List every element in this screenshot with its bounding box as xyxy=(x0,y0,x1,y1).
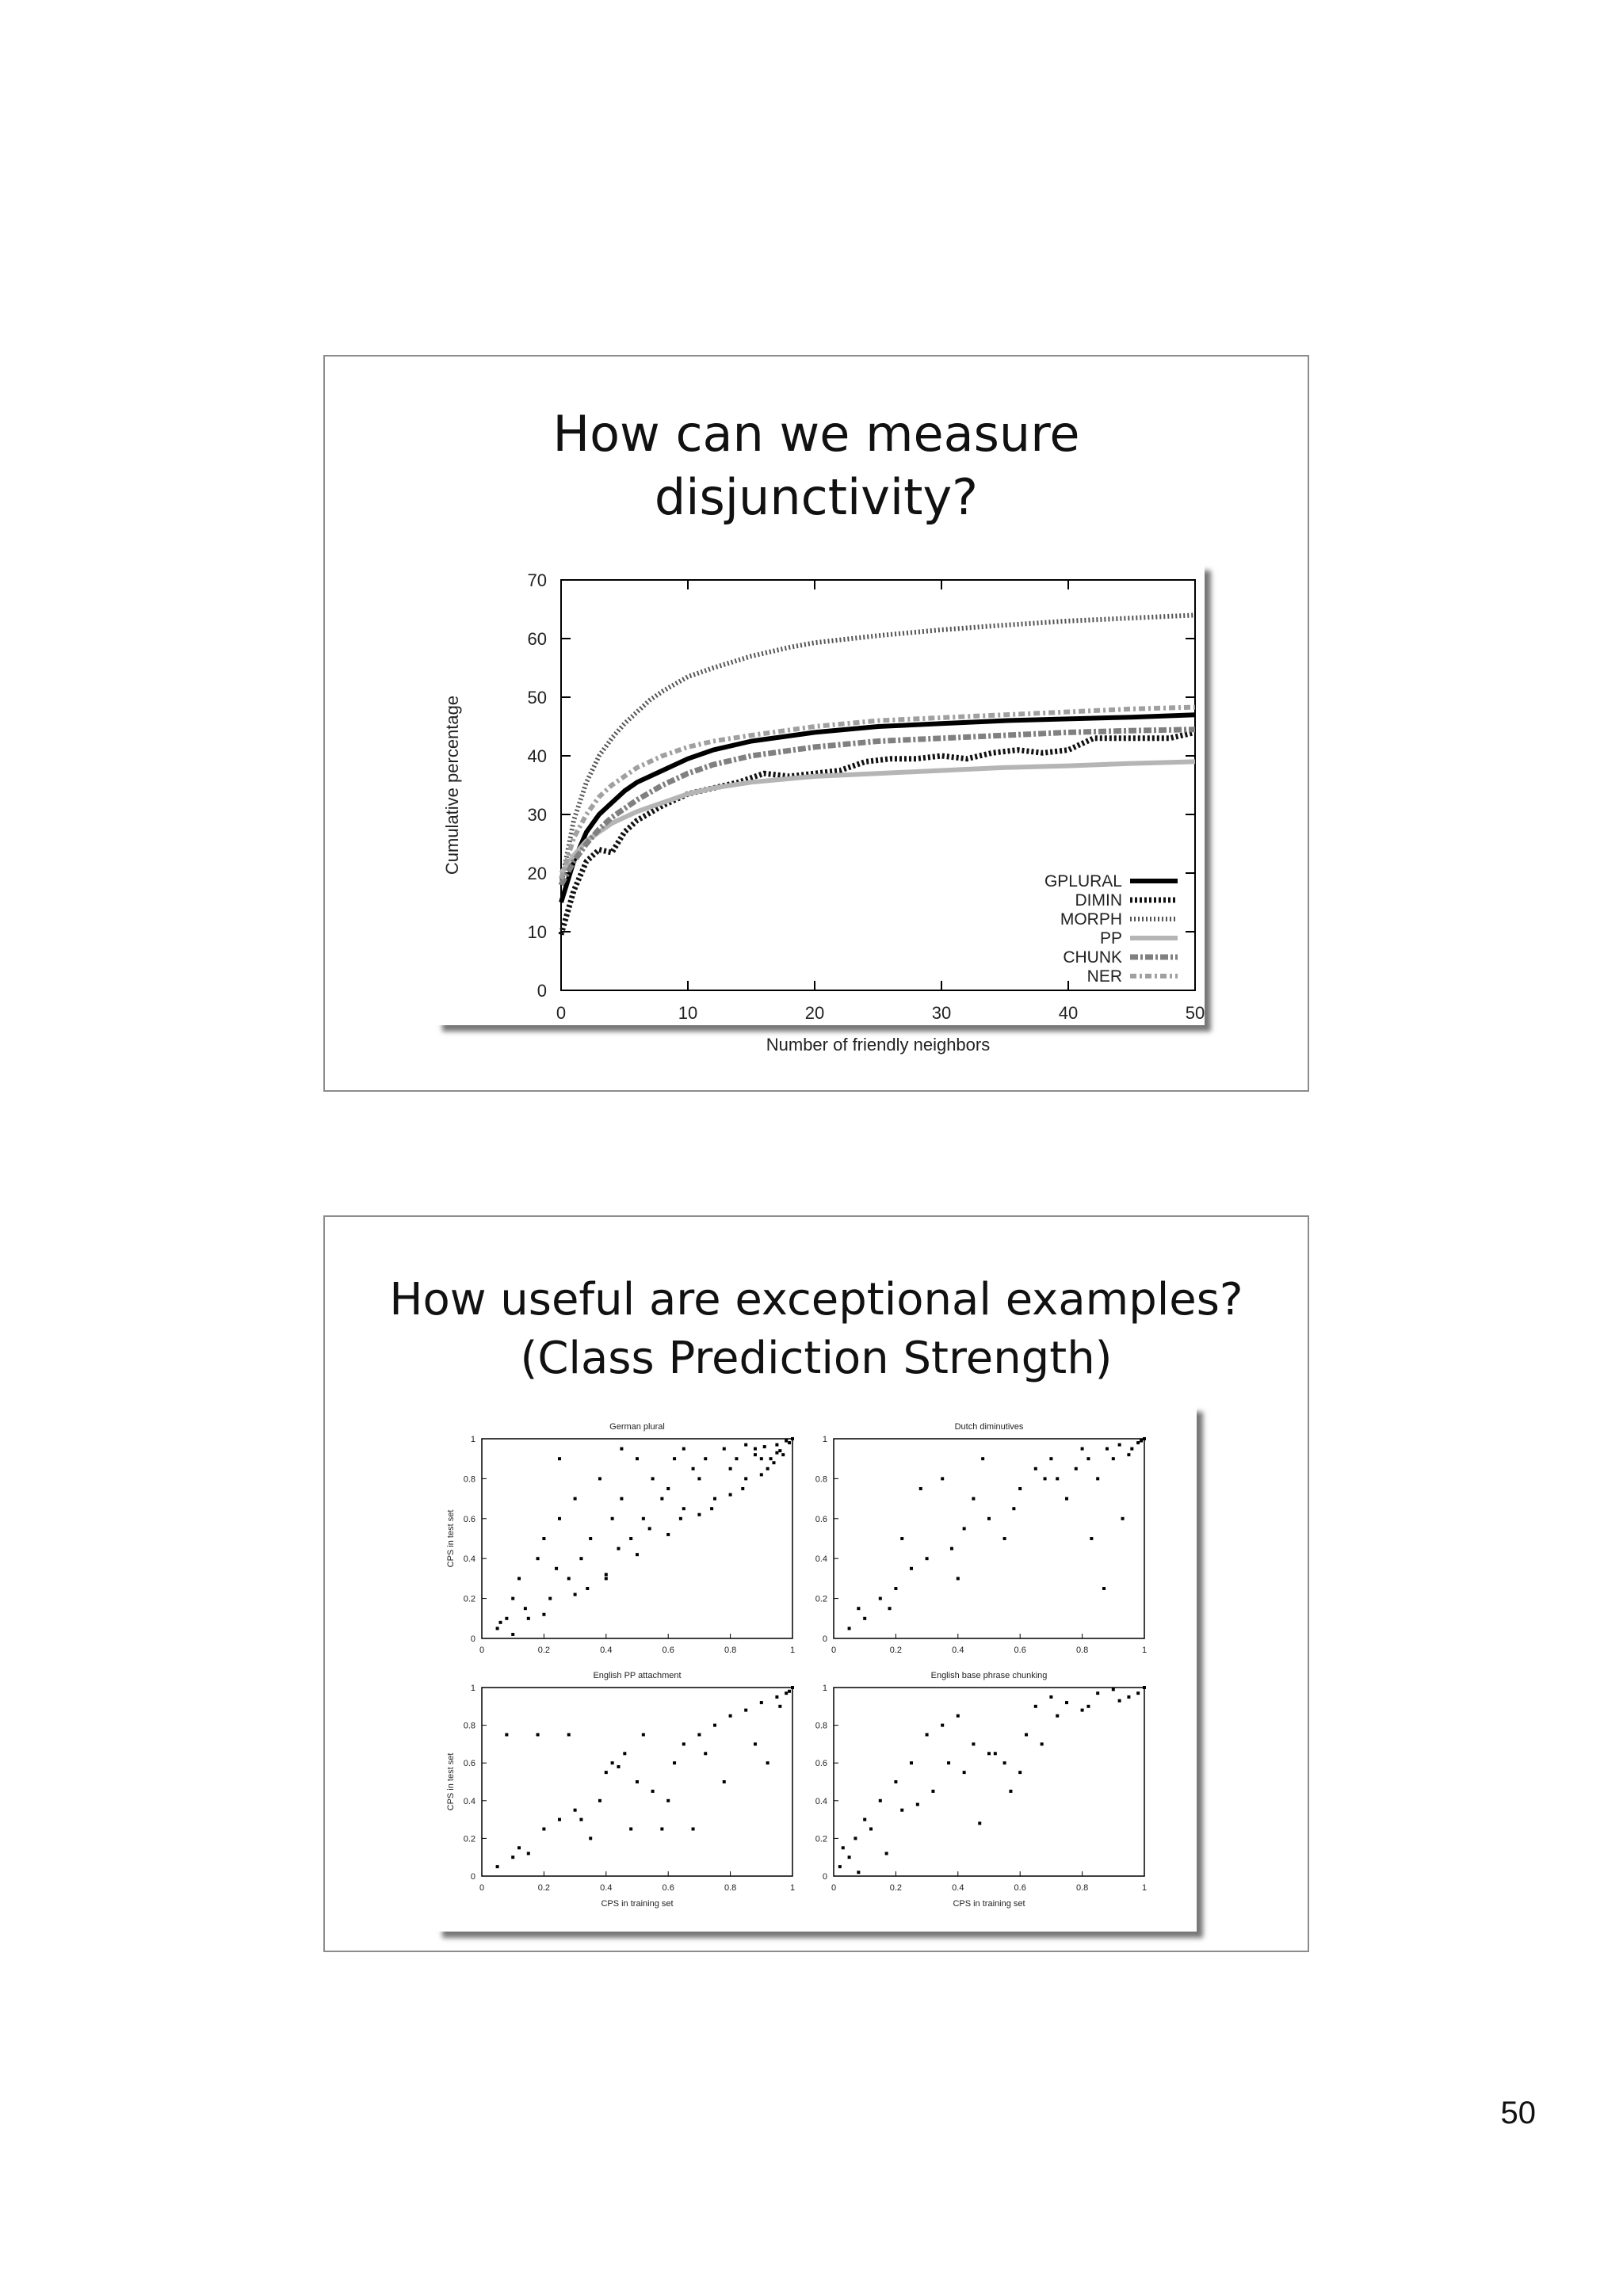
scatter-point xyxy=(910,1761,913,1764)
scatter-point xyxy=(1112,1688,1115,1691)
y-tick-label-0: 0 xyxy=(822,1634,827,1644)
scatter-point xyxy=(957,1714,960,1718)
scatter-point xyxy=(605,1577,608,1580)
scatter-point xyxy=(1065,1701,1068,1704)
slide-title xyxy=(325,1271,1308,1388)
x-tick-label-0: 0 xyxy=(479,1646,485,1655)
y-axis-label: CPS in test set xyxy=(446,1753,456,1811)
scatter-point xyxy=(620,1497,623,1501)
scatter-point xyxy=(879,1597,882,1600)
scatter-point xyxy=(710,1507,713,1510)
x-tick-label-3: 0.6 xyxy=(1014,1883,1026,1893)
scatter-point xyxy=(704,1457,707,1460)
x-tick-label-3: 30 xyxy=(931,1003,952,1023)
legend-label-dimin: DIMIN xyxy=(1075,891,1122,910)
scatter-point xyxy=(754,1453,757,1456)
y-tick-label-2: 0.4 xyxy=(815,1796,827,1806)
scatter-point xyxy=(499,1621,502,1624)
scatter-point xyxy=(673,1761,676,1764)
scatter-grid-figure xyxy=(436,1405,1197,1932)
scatter-point xyxy=(1044,1477,1047,1480)
x-tick-label-2: 0.4 xyxy=(600,1646,613,1655)
x-tick-label-4: 0.8 xyxy=(724,1883,737,1893)
scatter-point xyxy=(863,1818,866,1821)
title-line-1: How can we measure xyxy=(552,405,1080,463)
scatter-point xyxy=(496,1627,499,1630)
scatter-point xyxy=(666,1533,670,1536)
scatter-point xyxy=(763,1445,766,1448)
scatter-point xyxy=(766,1761,769,1764)
scatter-point xyxy=(1075,1467,1078,1470)
scatter-point xyxy=(1121,1517,1125,1520)
scatter-point xyxy=(735,1457,738,1460)
y-tick-label-3: 0.6 xyxy=(815,1759,827,1769)
scatter-point xyxy=(972,1742,975,1745)
scatter-point xyxy=(1034,1467,1037,1470)
scatter-point xyxy=(760,1473,763,1476)
scatter-point xyxy=(848,1855,851,1859)
scatter-grid xyxy=(436,1405,1197,1932)
scatter-point xyxy=(1090,1537,1093,1540)
x-tick-label-3: 0.6 xyxy=(662,1883,674,1893)
scatter-point xyxy=(617,1547,620,1550)
scatter-point xyxy=(900,1537,903,1540)
y-tick-label-1: 0.2 xyxy=(463,1834,475,1844)
scatter-point xyxy=(1003,1761,1006,1764)
scatter-point xyxy=(919,1487,922,1490)
scatter-point xyxy=(857,1607,860,1610)
scatter-point xyxy=(950,1547,953,1550)
scatter-point xyxy=(848,1627,851,1630)
scatter-point xyxy=(1056,1714,1059,1718)
x-tick-label-4: 0.8 xyxy=(1075,1883,1089,1893)
scatter-point xyxy=(629,1828,632,1831)
scatter-point xyxy=(791,1437,794,1440)
scatter-point xyxy=(586,1587,589,1590)
slide-class-prediction-strength xyxy=(323,1215,1309,1952)
scatter-point xyxy=(555,1567,558,1570)
scatter-point xyxy=(854,1836,857,1840)
y-tick-label-2: 0.4 xyxy=(815,1554,827,1565)
x-tick-label-3: 0.6 xyxy=(1014,1646,1026,1655)
scatter-point xyxy=(1018,1487,1022,1490)
scatter-point xyxy=(1056,1477,1059,1480)
scatter-point xyxy=(567,1733,571,1737)
scatter-point xyxy=(1025,1733,1028,1737)
scatter-point xyxy=(1136,1691,1140,1695)
x-tick-label-2: 20 xyxy=(804,1003,825,1023)
x-tick-label-4: 40 xyxy=(1058,1003,1079,1023)
scatter-point xyxy=(894,1780,897,1783)
scatter-point xyxy=(869,1828,873,1831)
scatter-point xyxy=(511,1855,514,1859)
scatter-point xyxy=(605,1771,608,1774)
x-tick-label-1: 0.2 xyxy=(537,1883,551,1893)
x-tick-label-5: 1 xyxy=(1141,1883,1148,1893)
x-tick-label-2: 0.4 xyxy=(952,1883,964,1893)
scatter-point xyxy=(963,1771,966,1774)
scatter-point xyxy=(1034,1705,1037,1708)
scatter-point xyxy=(636,1457,639,1460)
scatter-point xyxy=(723,1447,726,1451)
scatter-panel-3 xyxy=(446,1671,795,1909)
page-number: 50 xyxy=(1500,2096,1536,2130)
scatter-point xyxy=(579,1557,582,1560)
y-tick-label-1: 0.2 xyxy=(815,1834,827,1844)
x-tick-label-0: 0 xyxy=(831,1646,837,1655)
y-tick-label-6: 60 xyxy=(527,629,547,649)
scatter-point xyxy=(558,1457,561,1460)
scatter-point xyxy=(598,1799,601,1802)
scatter-point xyxy=(589,1836,592,1840)
scatter-point xyxy=(1118,1444,1121,1447)
scatter-point xyxy=(1081,1709,1084,1712)
y-tick-label-0: 0 xyxy=(822,1872,827,1882)
panel-title: English PP attachment xyxy=(593,1671,682,1680)
x-tick-label-5: 50 xyxy=(1185,1003,1205,1023)
scatter-point xyxy=(636,1780,639,1783)
scatter-point xyxy=(888,1607,892,1610)
scatter-point xyxy=(574,1497,577,1501)
scatter-point xyxy=(574,1593,577,1596)
scatter-point xyxy=(623,1752,626,1755)
scatter-point xyxy=(673,1457,676,1460)
x-tick-label-1: 0.2 xyxy=(537,1646,551,1655)
scatter-point xyxy=(1136,1441,1140,1444)
scatter-point xyxy=(636,1553,639,1556)
y-tick-label-5: 50 xyxy=(527,688,547,707)
scatter-point xyxy=(1118,1699,1121,1703)
scatter-point xyxy=(660,1497,663,1501)
scatter-point xyxy=(987,1752,991,1755)
scatter-point xyxy=(505,1617,508,1620)
scatter-point xyxy=(1143,1437,1146,1440)
scatter-point xyxy=(511,1633,514,1636)
scatter-point xyxy=(682,1742,685,1745)
x-tick-label-1: 0.2 xyxy=(889,1646,903,1655)
scatter-point xyxy=(994,1752,997,1755)
scatter-point xyxy=(697,1477,701,1480)
scatter-point xyxy=(1081,1447,1084,1451)
y-tick-label-3: 0.6 xyxy=(463,1514,475,1524)
scatter-point xyxy=(926,1733,929,1737)
scatter-point xyxy=(754,1742,757,1745)
scatter-point xyxy=(885,1852,888,1855)
scatter-point xyxy=(524,1607,527,1610)
scatter-point xyxy=(527,1852,530,1855)
y-tick-label-5: 1 xyxy=(470,1435,475,1444)
scatter-point xyxy=(947,1761,950,1764)
scatter-point xyxy=(1143,1686,1146,1689)
scatter-point xyxy=(679,1517,682,1520)
scatter-point xyxy=(548,1597,552,1600)
scatter-point xyxy=(651,1790,655,1793)
scatter-point xyxy=(931,1790,934,1793)
scatter-point xyxy=(620,1447,623,1451)
scatter-point xyxy=(963,1527,966,1530)
scatter-point xyxy=(744,1444,747,1447)
scatter-point xyxy=(916,1803,919,1806)
x-tick-label-0: 0 xyxy=(479,1883,485,1893)
scatter-point xyxy=(785,1691,788,1695)
scatter-point xyxy=(537,1557,540,1560)
series-line-morph xyxy=(561,615,1195,884)
scatter-point xyxy=(1049,1457,1052,1460)
scatter-point xyxy=(567,1577,571,1580)
x-axis-label: Number of friendly neighbors xyxy=(766,1035,991,1055)
scatter-point xyxy=(542,1613,545,1616)
scatter-point xyxy=(1049,1695,1052,1699)
scatter-point xyxy=(660,1828,663,1831)
scatter-point xyxy=(642,1517,645,1520)
scatter-point xyxy=(978,1821,981,1825)
scatter-point xyxy=(957,1577,960,1580)
scatter-point xyxy=(1127,1453,1130,1456)
scatter-point xyxy=(611,1761,614,1764)
scatter-point xyxy=(629,1537,632,1540)
y-tick-label-3: 0.6 xyxy=(463,1759,475,1769)
scatter-point xyxy=(781,1453,785,1456)
scatter-point xyxy=(1012,1507,1015,1510)
scatter-point xyxy=(900,1809,903,1812)
scatter-point xyxy=(697,1513,701,1516)
scatter-point xyxy=(1096,1691,1099,1695)
scatter-point xyxy=(775,1695,778,1699)
scatter-point xyxy=(754,1447,757,1451)
y-tick-label-4: 0.8 xyxy=(815,1474,827,1485)
x-axis-label: CPS in training set xyxy=(601,1899,674,1909)
title-line-2: (Class Prediction Strength) xyxy=(520,1333,1113,1384)
slide-disjunctivity xyxy=(323,355,1309,1092)
scatter-point xyxy=(666,1487,670,1490)
scatter-point xyxy=(760,1701,763,1704)
scatter-point xyxy=(910,1567,913,1570)
scatter-point xyxy=(598,1477,601,1480)
scatter-point xyxy=(697,1733,701,1737)
y-tick-label-4: 0.8 xyxy=(815,1721,827,1731)
panel-title: German plural xyxy=(609,1422,665,1432)
line-chart xyxy=(436,564,1205,1055)
x-tick-label-0: 0 xyxy=(556,1003,567,1023)
scatter-point xyxy=(769,1457,773,1460)
scatter-point xyxy=(723,1780,726,1783)
legend-label-chunk: CHUNK xyxy=(1063,948,1122,967)
scatter-point xyxy=(542,1537,545,1540)
scatter-point xyxy=(1009,1790,1012,1793)
x-tick-label-4: 0.8 xyxy=(724,1646,737,1655)
y-tick-label-1: 10 xyxy=(527,922,547,942)
scatter-point xyxy=(879,1799,882,1802)
scatter-point xyxy=(1096,1477,1099,1480)
scatter-point xyxy=(517,1846,521,1849)
scatter-panel-2 xyxy=(815,1422,1147,1655)
x-tick-label-4: 0.8 xyxy=(1075,1646,1089,1655)
scatter-point xyxy=(729,1493,732,1497)
scatter-panel-4 xyxy=(815,1671,1147,1909)
scatter-point xyxy=(857,1871,860,1874)
x-tick-label-2: 0.4 xyxy=(952,1646,964,1655)
scatter-point xyxy=(589,1537,592,1540)
x-tick-label-5: 1 xyxy=(789,1646,796,1655)
scatter-point xyxy=(926,1557,929,1560)
scatter-point xyxy=(788,1690,791,1693)
scatter-point xyxy=(941,1477,944,1480)
x-tick-label-5: 1 xyxy=(789,1883,796,1893)
scatter-point xyxy=(744,1477,747,1480)
y-tick-label-2: 0.4 xyxy=(463,1554,475,1565)
scatter-point xyxy=(778,1449,781,1452)
legend-label-morph: MORPH xyxy=(1060,910,1122,929)
scatter-point xyxy=(651,1477,655,1480)
scatter-point xyxy=(517,1577,521,1580)
scatter-point xyxy=(611,1517,614,1520)
scatter-point xyxy=(838,1865,842,1868)
y-tick-label-0: 0 xyxy=(470,1634,475,1644)
panel-frame xyxy=(834,1688,1144,1876)
y-tick-label-4: 0.8 xyxy=(463,1474,475,1485)
series-line-pp xyxy=(561,761,1195,873)
x-tick-label-1: 10 xyxy=(678,1003,698,1023)
scatter-point xyxy=(1086,1457,1090,1460)
line-chart-figure xyxy=(436,564,1205,1055)
scatter-point xyxy=(1106,1447,1109,1451)
scatter-point xyxy=(1086,1705,1090,1708)
scatter-point xyxy=(542,1828,545,1831)
x-tick-label-5: 1 xyxy=(1141,1646,1148,1655)
scatter-point xyxy=(692,1467,695,1470)
scatter-point xyxy=(713,1497,716,1501)
title-line-1: How useful are exceptional examples? xyxy=(389,1274,1243,1325)
slide-title xyxy=(325,402,1308,529)
scatter-point xyxy=(558,1517,561,1520)
y-tick-label-2: 20 xyxy=(527,864,547,883)
scatter-point xyxy=(981,1457,984,1460)
scatter-point xyxy=(682,1507,685,1510)
scatter-point xyxy=(605,1573,608,1576)
y-tick-label-0: 0 xyxy=(537,981,547,1001)
scatter-point xyxy=(574,1809,577,1812)
scatter-point xyxy=(775,1444,778,1447)
panel-frame xyxy=(482,1439,792,1638)
y-tick-label-5: 1 xyxy=(470,1684,475,1693)
scatter-point xyxy=(1112,1457,1115,1460)
legend-label-gplural: GPLURAL xyxy=(1044,872,1122,891)
panel-frame xyxy=(834,1439,1144,1638)
scatter-point xyxy=(713,1724,716,1727)
scatter-point xyxy=(729,1714,732,1718)
scatter-panel-1 xyxy=(446,1422,795,1655)
scatter-point xyxy=(863,1617,866,1620)
scatter-point xyxy=(666,1799,670,1802)
scatter-point xyxy=(791,1686,794,1689)
x-tick-label-3: 0.6 xyxy=(662,1646,674,1655)
scatter-point xyxy=(682,1447,685,1451)
x-tick-label-2: 0.4 xyxy=(600,1883,613,1893)
y-tick-label-1: 0.2 xyxy=(815,1594,827,1604)
scatter-point xyxy=(496,1865,499,1868)
scatter-point xyxy=(1065,1497,1068,1501)
scatter-point xyxy=(772,1461,775,1464)
y-tick-label-7: 70 xyxy=(527,570,547,590)
scatter-point xyxy=(704,1752,707,1755)
scatter-point xyxy=(558,1818,561,1821)
scatter-point xyxy=(1140,1440,1143,1443)
y-tick-label-0: 0 xyxy=(470,1872,475,1882)
scatter-point xyxy=(1003,1537,1006,1540)
scatter-point xyxy=(760,1457,763,1460)
scatter-point xyxy=(617,1765,620,1768)
x-tick-label-1: 0.2 xyxy=(889,1883,903,1893)
scatter-point xyxy=(778,1705,781,1708)
panel-title: English base phrase chunking xyxy=(930,1671,1048,1680)
y-tick-label-3: 0.6 xyxy=(815,1514,827,1524)
x-axis-label: CPS in training set xyxy=(953,1899,1025,1909)
scatter-point xyxy=(785,1440,788,1443)
legend-label-ner: NER xyxy=(1086,967,1122,986)
legend-label-pp: PP xyxy=(1099,929,1122,948)
y-tick-label-4: 0.8 xyxy=(463,1721,475,1731)
scatter-point xyxy=(642,1733,645,1737)
title-line-2: disjunctivity? xyxy=(654,468,979,526)
x-tick-label-0: 0 xyxy=(831,1883,837,1893)
scatter-point xyxy=(972,1497,975,1501)
scatter-point xyxy=(941,1724,944,1727)
scatter-point xyxy=(987,1517,991,1520)
scatter-point xyxy=(1130,1447,1133,1451)
scatter-point xyxy=(1127,1695,1130,1699)
scatter-point xyxy=(527,1617,530,1620)
scatter-point xyxy=(1102,1587,1106,1590)
scatter-point xyxy=(1018,1771,1022,1774)
scatter-point xyxy=(894,1587,897,1590)
scatter-point xyxy=(729,1467,732,1470)
scatter-point xyxy=(788,1441,791,1444)
y-tick-label-4: 40 xyxy=(527,746,547,766)
scatter-point xyxy=(766,1467,769,1470)
scatter-point xyxy=(775,1451,778,1455)
scatter-point xyxy=(1041,1742,1044,1745)
y-tick-label-1: 0.2 xyxy=(463,1594,475,1604)
scatter-point xyxy=(842,1846,845,1849)
scatter-point xyxy=(692,1828,695,1831)
scatter-point xyxy=(744,1709,747,1712)
scatter-point xyxy=(741,1487,744,1490)
y-tick-label-5: 1 xyxy=(822,1684,827,1693)
scatter-point xyxy=(505,1733,508,1737)
y-tick-label-3: 30 xyxy=(527,805,547,825)
y-axis-label: CPS in test set xyxy=(446,1509,456,1568)
y-tick-label-5: 1 xyxy=(822,1435,827,1444)
scatter-point xyxy=(511,1597,514,1600)
scatter-point xyxy=(537,1733,540,1737)
scatter-point xyxy=(648,1527,651,1530)
panel-title: Dutch diminutives xyxy=(954,1422,1024,1432)
y-axis-label: Cumulative percentage xyxy=(442,695,462,875)
y-tick-label-2: 0.4 xyxy=(463,1796,475,1806)
scatter-point xyxy=(579,1818,582,1821)
